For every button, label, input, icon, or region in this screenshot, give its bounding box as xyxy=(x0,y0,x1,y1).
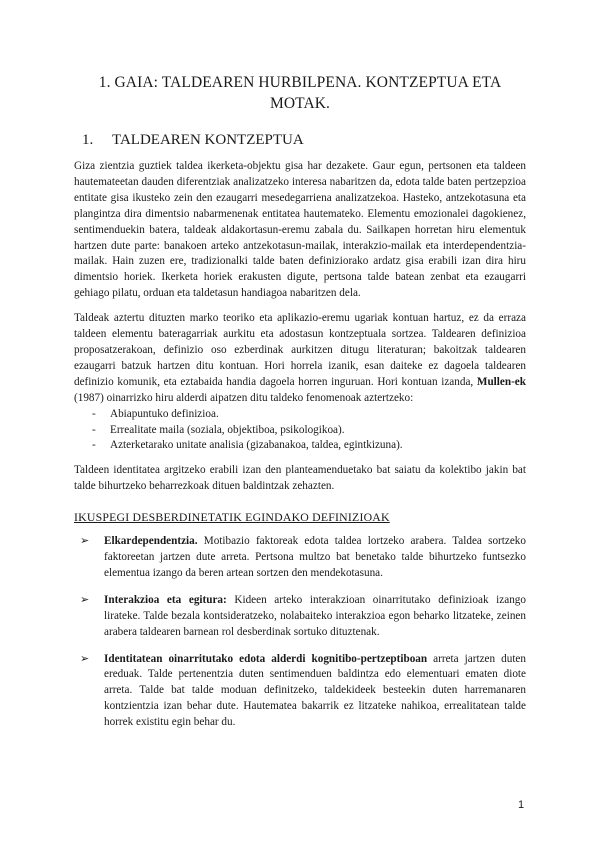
author-name: Mullen-ek xyxy=(476,375,526,388)
section-number: 1. xyxy=(82,132,94,148)
paragraph-3: Taldeen identitatea argitzeko erabili izan den planteamenduetako bat saiatu da kolektibo jakin bat talde bihurtzeko beharrezkoak dituen baldintzak zehazten. xyxy=(74,464,526,493)
list-item: - Abiapuntuko definizioa. xyxy=(92,407,526,423)
page-number: 1 xyxy=(518,799,525,811)
definition-text: Motibazio faktoreak edota taldea lortzeko arabera. Taldea sortzeko faktoreetan jartzen dute arreta. Pertsona multzo bat benetako talde bihurtzeko funtsezko elementua izango da beren artean sortzen den mendekotasuna. xyxy=(104,535,526,579)
definition-item xyxy=(74,593,526,641)
chapter-title xyxy=(74,72,526,114)
paragraph-2 xyxy=(74,311,526,406)
paragraph-2-text-a: Taldeak aztertu dituzten marko teoriko eta aplikazio-eremu ugariak kontuan hartuz, ez da erraza taldeen elementu bateragarriak aurkitu eta adostasun kontzeptuala sortzea. Taldearen definizioa proposatzerakoan, definizio oso ezberdinak aurkitzen ditugu literaturan; bakoitzak taldearen ezaugarri batzuk hartzen ditu kontuan. Hori horrela izanik, esan daiteke ez dagoela taldearen definizio komunik, eta eztabaida handia dagoela horren inguruan. Hori kontuan izanda, xyxy=(74,312,526,388)
chapter-title-line-2: MOTAK. xyxy=(269,95,331,112)
dash-marker: - xyxy=(92,407,96,420)
paragraph-2-text-b: (1987) oinarrizko hiru alderdi aipatzen ditu taldeko fenomenoak aztertzeko: xyxy=(74,391,414,404)
arrow-bullet-icon: ➢ xyxy=(80,652,90,665)
aspects-list xyxy=(74,407,526,455)
definition-item xyxy=(74,534,526,582)
page-content xyxy=(74,72,526,742)
chapter-title-line-1: 1. GAIA: TALDEAREN HURBILPENA. KONTZEPTUA ETA xyxy=(98,74,502,91)
section-title: TALDEAREN KONTZEPTUA xyxy=(112,132,304,148)
definition-term: Identitatean oinarritutako edota alderdi kognitibo-pertzeptiboan xyxy=(104,652,428,665)
arrow-bullet-icon: ➢ xyxy=(80,535,90,548)
dash-marker: - xyxy=(92,423,96,436)
list-item: - Errealitate maila (soziala, objektiboa, psikologikoa). xyxy=(92,423,526,439)
definition-term: Interakzioa eta egitura: xyxy=(104,593,227,606)
definition-item xyxy=(74,652,526,732)
definitions-subheading: IKUSPEGI DESBERDINETATIK EGINDAKO DEFINIZIOAK xyxy=(74,510,390,525)
arrow-bullet-icon: ➢ xyxy=(80,593,90,606)
definition-text: Kideen arteko interakzioan oinarritutako definizioak izango lirateke. Talde bezala kontsideratzeko, nolabaiteko interakzioa egon beharko litzateke, zeinen arabera taldearen barnean rol desberdinak sortuko dituztenak. xyxy=(104,593,526,638)
section-heading xyxy=(74,130,526,150)
paragraph-1: Giza zientzia guztiek taldea ikerketa-objektu gisa har dezakete. Gaur egun, pertsonen eta taldeen hautemateetan dauden diferentziak analizatzeko interesa nabaritzen da, edota talde baten pertzepzioa entitate gisa ikusteko zein den ezaugarri mesedegarriena analizatzekoa. Hasteko, antzekotasuna eta plangintza dira dimentsio nabarmenenak entitatea hautemateko. Elementu emozionalei dagokienez, sentimenduekin batera, taldeak aldakortasun-eremu zabala du. Sailkapen horretan hiru elementuk hartzen dute parte: banakoen arteko antzekotasun-mailak, interakzio-mailak eta interdependentzia-mailak. Hain zuzen ere, tradizionalki talde baten definiziorako ardatz gisa erabili izan dira hiru dimentsio horiek. Ikerketa horiek erakusten digute, pertsona talde batean zenbat eta ezaugarri gehiago pilatu, orduan eta taldetasun handiagoa nabaritzen dela. xyxy=(74,160,526,300)
definition-text: arreta jartzen duten ereduak. Talde pertenentzia duten sentimenduen baldintza edo elementuari ematen diote arreta. Talde bat talde moduan definitzeko, taldekideek besteekin duten harremanaren kontzientzia izan behar dute. Hautematea bakarrik ez litzateke nahikoa, errealitatean talde horrek existitu egin behar du. xyxy=(104,652,526,729)
dash-marker: - xyxy=(92,439,96,452)
list-item: - Azterketarako unitate analisia (gizabanakoa, taldea, egintkizuna). xyxy=(92,438,526,454)
definition-term: Elkardependentzia. xyxy=(104,535,198,548)
